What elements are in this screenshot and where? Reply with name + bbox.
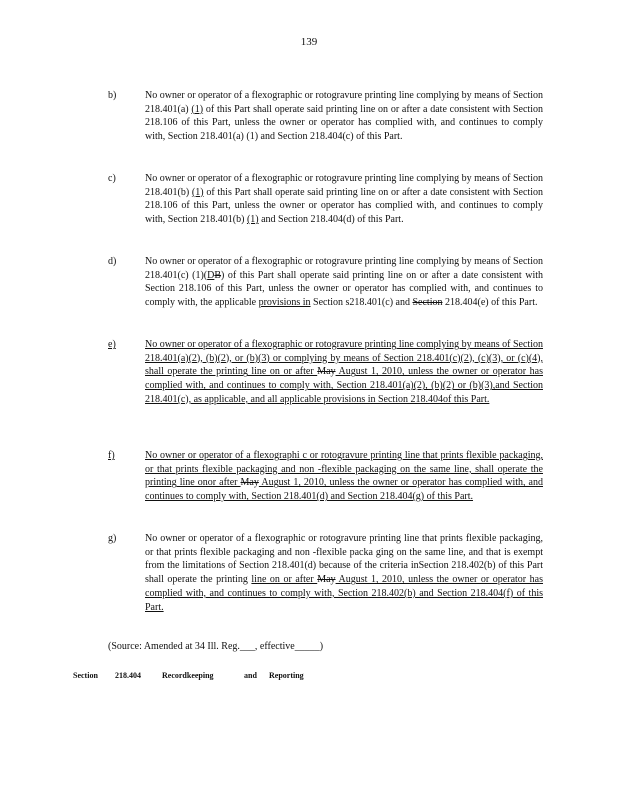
- inserted-text: August 1, 2010, unless the owner or operator has complied with, and continues to comply with, Section 218.402(b) and Section 218.404(f) of this Part.: [145, 574, 543, 613]
- text-run: and Section 218.404(d) of this Part.: [258, 214, 404, 226]
- inserted-text: line on or after: [251, 574, 318, 586]
- paragraph-c: [108, 172, 548, 227]
- paragraph-f: [108, 449, 548, 504]
- text-run: of this Part shall operate said printing line on or after a date consistent with Section 218.106 of this Part, unless the owner or operator has complied with, and continues to comply with, Section 218.401(b): [145, 186, 543, 226]
- struck-text: B: [214, 269, 222, 281]
- section-title-reporting: Reporting: [269, 671, 304, 680]
- inserted-text: (1): [191, 103, 204, 115]
- text-run: No owner or operator of a flexographic or rotogravure printing line that prints flexible packaging, or that prints flexible packaging and non -flexible packa ging on the same line, and that is exempt from the limitations of Section 218.401(d) because of the criteria inSection 218.402(b) of this Part shall operate the printing: [145, 533, 543, 586]
- section-title-recordkeeping: Recordkeeping: [162, 671, 214, 680]
- inserted-text: provisions in: [258, 297, 311, 309]
- text-run: ) of this Part shall operate said printing line on or after a date consistent with Section 218.106 of this Part, unless the owner or operator has complied with, and continues to comply with, the applicable: [145, 269, 543, 309]
- inserted-text: No owner or operator of a flexographic or rotogravure printing line complying by means of Section 218.401(a)(2), (b)(2), or (b)(3) or complying by means of Section 218.401(c)(2), (c)(3), or (c)(4), shall operate the printing line on or after: [145, 339, 543, 378]
- paragraph-label: e): [108, 339, 116, 350]
- text-run: Section s218.401(c) and: [310, 297, 413, 309]
- inserted-text: August 1, 2010, unless the owner or operator has complied with, and continues to comply with, Section 218.401(a)(2), (b)(2) or (b)(3),and Section 218.401(c), as applicable, and all applicable provisions in Section 218.404of this Part.: [145, 366, 543, 405]
- section-word: Section: [73, 671, 98, 680]
- paragraph-label: b): [108, 90, 117, 101]
- section-number: 218.404: [115, 671, 141, 680]
- inserted-text: (1): [246, 214, 259, 226]
- text-run: No owner or operator of a flexographic or rotogravure printing line complying by means of Section 218.401(b): [145, 173, 543, 198]
- paragraph-d: [108, 255, 548, 310]
- inserted-text: No owner or operator of a flexographi c or rotogravure printing line that prints flexible packaging, or that prints flexible packaging and non -flexible packaging on the same line, shall operate the printing line onor after: [145, 450, 543, 489]
- paragraph-label: c): [108, 173, 116, 184]
- paragraph-text: [145, 532, 543, 614]
- struck-text: Section: [412, 297, 443, 309]
- paragraph-text: [145, 172, 543, 227]
- paragraph-text: [145, 449, 543, 504]
- inserted-text: D: [207, 269, 215, 281]
- inserted-text: August 1, 2010, unless the owner or operator has complied with, and continues to comply with, Section 218.401(d) and Section 218.404(g) of this Part.: [145, 477, 543, 503]
- page-number: 139: [300, 36, 318, 48]
- struck-text: May: [240, 477, 259, 489]
- inserted-text: (1): [191, 186, 204, 198]
- paragraph-b: [108, 89, 548, 144]
- paragraph-e: [108, 338, 548, 407]
- paragraph-label: g): [108, 533, 117, 544]
- struck-text: May: [317, 366, 336, 378]
- section-title-and: and: [244, 671, 257, 680]
- paragraph-g: [108, 532, 548, 614]
- source-note: (Source: Amended at 34 Ill. Reg.___, effective_____): [108, 641, 324, 652]
- paragraph-text: [145, 338, 543, 407]
- paragraph-text: [145, 89, 543, 144]
- paragraph-text: [145, 255, 543, 310]
- paragraph-label: d): [108, 256, 117, 267]
- paragraph-label: f): [108, 450, 115, 461]
- section-heading: [73, 671, 304, 680]
- text-run: No owner or operator of a flexographic or rotogravure printing line complying by means of Section 218.401(a): [145, 90, 543, 115]
- struck-text: May: [317, 574, 336, 586]
- text-run: 218.404(e) of this Part.: [442, 297, 538, 309]
- text-run: of this Part shall operate said printing line on or after a date consistent with Section 218.106 of this Part, unless the owner or operator has complied with, and continues to comply with, Section 218.401(a) (1) and Section 218.404(c) of this Part.: [145, 103, 543, 143]
- text-run: No owner or operator of a flexographic or rotogravure printing line complying by means of Section 218.401(c) (1)(: [145, 256, 543, 281]
